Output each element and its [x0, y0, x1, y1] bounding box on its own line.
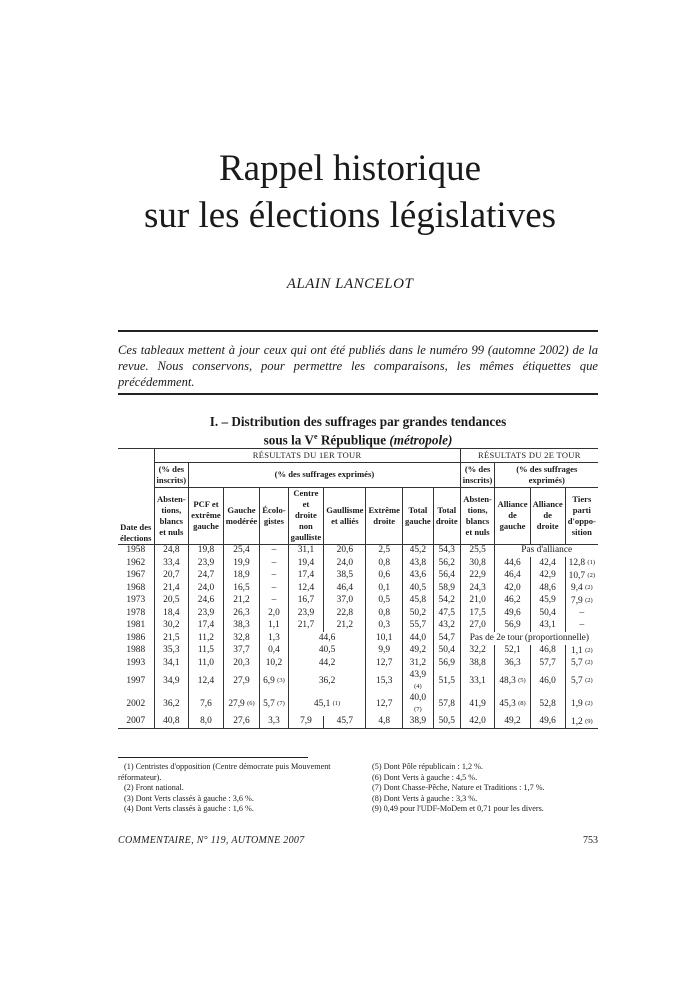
cell — [565, 557, 598, 570]
cell: 35,3 — [154, 645, 189, 658]
cell: 51,5 — [433, 670, 460, 693]
footnote: (9) 0,49 pour l'UDF-MoDem et 0,71 pour les divers. — [372, 804, 544, 813]
col-tiers-parti: Tiers parti d'oppo-sition — [565, 487, 598, 544]
cell: 44,2 — [288, 657, 366, 670]
footnote: (5) Dont Pôle républicain : 1,2 %. — [372, 762, 483, 771]
footnote-ref: (1) — [332, 700, 341, 707]
cell: 1981 — [118, 620, 154, 633]
cell: 50,4 — [433, 645, 460, 658]
cell: 0,1 — [366, 582, 403, 595]
header-exprimes-2: (% des suffrages exprimés) — [495, 462, 598, 487]
cell: 31,1 — [288, 544, 324, 557]
cell-pas-second-tour: Pas de 2e tour (proportionnelle) — [469, 632, 589, 643]
footnotes-right — [372, 762, 598, 815]
cell: 9,9 — [366, 645, 403, 658]
footnote: (2) Front national. — [124, 783, 184, 792]
col-ecologistes: Écolo-gistes — [260, 487, 288, 544]
cell-value: 12,8 — [568, 558, 586, 569]
cell: 1978 — [118, 607, 154, 620]
cell: 11,0 — [189, 657, 224, 670]
table-title-line-1: I. – Distribution des suffrages par grandes tendances — [209, 414, 507, 429]
cell: 43,1 — [530, 620, 565, 633]
cell — [495, 670, 530, 693]
cell: 56,9 — [433, 657, 460, 670]
cell: 11,5 — [189, 645, 224, 658]
cell: 20,7 — [154, 570, 189, 583]
cell: 0,4 — [260, 645, 288, 658]
cell: 40,8 — [154, 716, 189, 729]
cell: 22,9 — [460, 570, 495, 583]
col-alliance-droite: Alliance de droite — [530, 487, 565, 544]
col-gaullisme: Gaullisme et alliés — [324, 487, 366, 544]
cell — [260, 693, 288, 716]
footnote-ref: (7) — [414, 705, 422, 713]
cell: 18,9 — [223, 570, 259, 583]
cell: 1988 — [118, 645, 154, 658]
cell: 55,7 — [402, 620, 433, 633]
article-title — [0, 145, 700, 239]
cell: 25,5 — [460, 544, 495, 557]
cell-value: 40,0 — [409, 692, 427, 703]
cell: 27,9 — [223, 670, 259, 693]
col-alliance-gauche: Alliance de gauche — [495, 487, 530, 544]
cell: 19,4 — [288, 557, 324, 570]
cell: 0,3 — [366, 620, 403, 633]
cell: 2007 — [118, 716, 154, 729]
cell: 1967 — [118, 570, 154, 583]
cell: – — [579, 620, 585, 631]
cell: 36,2 — [154, 693, 189, 716]
bottom-rule — [118, 393, 598, 395]
cell: 8,0 — [189, 716, 224, 729]
table-row — [118, 645, 598, 658]
cell: 52,8 — [530, 693, 565, 716]
title-line-1: Rappel historique — [218, 148, 482, 189]
footnote-ref: (2) — [585, 677, 593, 684]
footnote-ref: (2) — [587, 571, 595, 579]
cell — [565, 716, 598, 729]
cell: 54,7 — [433, 632, 460, 645]
results-table — [118, 448, 598, 729]
cell: 43,8 — [402, 557, 433, 570]
cell — [402, 693, 433, 716]
table-row — [118, 544, 598, 557]
cell: 44,6 — [495, 557, 530, 570]
cell: 41,9 — [460, 693, 495, 716]
cell: 49,6 — [530, 716, 565, 729]
cell: 10,1 — [366, 632, 403, 645]
cell: 34,9 — [154, 670, 189, 693]
cell: 1986 — [118, 632, 154, 645]
cell: 42,0 — [460, 716, 495, 729]
cell: – — [260, 557, 288, 570]
cell — [288, 693, 366, 716]
cell: 0,8 — [366, 557, 403, 570]
cell: 1968 — [118, 582, 154, 595]
col-extreme-droite: Extrême droite — [366, 487, 403, 544]
cell: 1,1 — [260, 620, 288, 633]
cell: 11,2 — [189, 632, 224, 645]
table-row — [118, 716, 598, 729]
cell: 40,5 — [402, 582, 433, 595]
cell: 25,4 — [223, 544, 259, 557]
cell: 43,2 — [433, 620, 460, 633]
cell: 32,8 — [223, 632, 259, 645]
cell: 32,2 — [460, 645, 495, 658]
cell: 38,3 — [223, 620, 259, 633]
cell: 24,0 — [324, 557, 366, 570]
cell: 24,6 — [189, 595, 224, 608]
cell: 0,6 — [366, 570, 403, 583]
header-second-round: RÉSULTATS DU 2E TOUR — [460, 449, 598, 463]
cell: 45,2 — [402, 544, 433, 557]
cell — [565, 595, 598, 608]
cell-value: 1,1 — [571, 645, 583, 656]
cell-value: 5,7 — [571, 676, 583, 686]
cell: 50,2 — [402, 607, 433, 620]
cell: – — [260, 544, 288, 557]
cell: 2,0 — [260, 607, 288, 620]
cell-value: 27,9 — [228, 699, 245, 709]
tt-italic: (métropole) — [389, 432, 453, 448]
footnote-ref: (9) — [585, 717, 593, 725]
cell: 37,7 — [223, 645, 259, 658]
cell: 33,4 — [154, 557, 189, 570]
cell: 17,4 — [288, 570, 324, 583]
cell: 1958 — [118, 544, 154, 557]
cell: 1962 — [118, 557, 154, 570]
cell: 21,4 — [154, 582, 189, 595]
cell: 50,4 — [530, 607, 565, 620]
table-row — [118, 657, 598, 670]
cell: 17,4 — [189, 620, 224, 633]
cell: 20,3 — [223, 657, 259, 670]
cell: 21,7 — [288, 620, 324, 633]
cell-value: 7,9 — [571, 595, 583, 606]
cell: 42,0 — [495, 582, 530, 595]
cell: 3,3 — [260, 716, 288, 729]
col-total-droite: Total droite — [433, 487, 460, 544]
cell: 48,6 — [530, 582, 565, 595]
cell-value: 45,1 — [313, 699, 331, 709]
cell-value: 9,4 — [571, 583, 583, 594]
tt-pre: sous la V — [263, 432, 314, 448]
table-row — [118, 595, 598, 608]
cell: 34,1 — [154, 657, 189, 670]
cell: 7,9 — [288, 716, 324, 729]
col-pcf: PCF et extrême gauche — [189, 487, 224, 544]
cell — [402, 670, 433, 693]
cell — [565, 645, 598, 658]
cell: 45,9 — [530, 595, 565, 608]
cell — [565, 582, 598, 595]
cell: 46,2 — [495, 595, 530, 608]
cell — [565, 570, 598, 583]
cell: 27,0 — [460, 620, 495, 633]
col-centre-droite: Centre et droite non gaulliste — [288, 487, 324, 544]
cell: 22,8 — [324, 607, 366, 620]
cell: – — [260, 570, 288, 583]
author: ALAIN LANCELOT — [286, 276, 414, 292]
page-number: 753 — [583, 835, 598, 846]
cell: 12,4 — [189, 670, 224, 693]
cell: 56,4 — [433, 570, 460, 583]
cell: 20,5 — [154, 595, 189, 608]
cell: 21,5 — [154, 632, 189, 645]
footnote: (7) Dont Chasse-Pêche, Nature et Traditions : 1,7 %. — [372, 783, 545, 792]
cell: 19,9 — [223, 557, 259, 570]
cell-value: 10,7 — [568, 570, 586, 581]
col-abstentions-1: Absten-tions, blancs et nuls — [154, 487, 189, 544]
cell-value: 1,9 — [571, 699, 583, 709]
cell-value: 48,3 — [499, 676, 516, 686]
cell: 7,6 — [189, 693, 224, 716]
top-rule — [118, 330, 598, 332]
cell: 15,3 — [366, 670, 403, 693]
cell: 31,2 — [402, 657, 433, 670]
cell: 23,9 — [189, 557, 224, 570]
header-inscrits-1: (% des inscrits) — [154, 462, 189, 487]
cell: 0,8 — [366, 607, 403, 620]
footnote: (3) Dont Verts classés à gauche : 3,6 %. — [124, 793, 254, 803]
cell: 12,4 — [288, 582, 324, 595]
intro-paragraph: Ces tableaux mettent à jour ceux qui ont été publiés dans le numéro 99 (automne 2002) de la revue. Nous conservons, pour permettre les comparaisons, les mêmes étiquettes que précédemment. — [118, 343, 598, 389]
footnote-ref: (2) — [585, 700, 593, 707]
cell-value: 45,3 — [499, 699, 516, 709]
footnote-ref: (2) — [585, 646, 593, 654]
cell-value: 5,7 — [571, 658, 583, 669]
col-abstentions-2: Absten-tions, blancs et nuls — [460, 487, 495, 544]
cell: 47,5 — [433, 607, 460, 620]
cell: 56,9 — [495, 620, 530, 633]
cell: – — [260, 582, 288, 595]
cell-value: 5,7 — [263, 699, 275, 709]
table-row — [118, 607, 598, 620]
cell: 44,6 — [288, 632, 366, 645]
cell: 4,8 — [366, 716, 403, 729]
cell — [260, 670, 288, 693]
cell: 43,6 — [402, 570, 433, 583]
cell: 26,3 — [223, 607, 259, 620]
cell: 49,2 — [495, 716, 530, 729]
cell: 19,8 — [189, 544, 224, 557]
cell: 54,3 — [433, 544, 460, 557]
cell: 12,7 — [366, 657, 403, 670]
table-row — [118, 582, 598, 595]
footnote-ref: (5) — [518, 677, 526, 684]
cell — [223, 693, 259, 716]
cell: 23,9 — [189, 607, 224, 620]
cell: 24,7 — [189, 570, 224, 583]
footnote: réformateur). — [118, 772, 162, 782]
cell: 57,8 — [433, 693, 460, 716]
footnote: (1) Centristes d'opposition (Centre démocrate puis Mouvement — [124, 762, 331, 771]
footnote-ref: (8) — [518, 700, 526, 707]
cell — [495, 693, 530, 716]
cell: 1,3 — [260, 632, 288, 645]
cell: 46,8 — [530, 645, 565, 658]
cell: 21,2 — [324, 620, 366, 633]
header-exprimes-1: (% des suffrages exprimés) — [189, 462, 461, 487]
footnote-ref: (7) — [277, 700, 285, 707]
cell: – — [579, 607, 585, 618]
footnotes-left — [118, 762, 358, 815]
cell: 44,0 — [402, 632, 433, 645]
cell: 45,8 — [402, 595, 433, 608]
col-gauche-moderee: Gauche modérée — [223, 487, 259, 544]
footnote: (8) Dont Verts à gauche : 3,3 %. — [372, 793, 478, 803]
cell: 52,1 — [495, 645, 530, 658]
cell: 45,7 — [324, 716, 366, 729]
cell: 30,8 — [460, 557, 495, 570]
cell: 2,5 — [366, 544, 403, 557]
table-row — [118, 693, 598, 716]
col-total-gauche: Total gauche — [402, 487, 433, 544]
cell: 33,1 — [460, 670, 495, 693]
table-title-line-2 — [118, 429, 598, 447]
journal-reference: COMMENTAIRE, N° 119, AUTOMNE 2007 — [118, 835, 305, 846]
cell: 49,6 — [495, 607, 530, 620]
footnote-rule — [118, 757, 308, 758]
table-row — [118, 670, 598, 693]
cell: 40,5 — [288, 645, 366, 658]
cell: 12,7 — [366, 693, 403, 716]
cell: 16,7 — [288, 595, 324, 608]
header-first-round: RÉSULTATS DU 1ER TOUR — [154, 449, 460, 463]
cell: 37,0 — [324, 595, 366, 608]
cell: 24,0 — [189, 582, 224, 595]
cell: 21,0 — [460, 595, 495, 608]
cell: 1993 — [118, 657, 154, 670]
cell: 46,0 — [530, 670, 565, 693]
cell: 46,4 — [324, 582, 366, 595]
cell: 23,9 — [288, 607, 324, 620]
cell: 17,5 — [460, 607, 495, 620]
cell: 57,7 — [530, 657, 565, 670]
table-row — [118, 620, 598, 633]
footnote-ref: (1) — [587, 559, 595, 567]
footnote-ref: (2) — [585, 659, 593, 667]
cell: 24,8 — [154, 544, 189, 557]
cell: 18,4 — [154, 607, 189, 620]
cell: 0,5 — [366, 595, 403, 608]
footnote-ref: (2) — [585, 596, 593, 604]
table-title — [118, 414, 598, 447]
cell: – — [260, 595, 288, 608]
cell: 27,6 — [223, 716, 259, 729]
title-line-2: sur les élections législatives — [143, 195, 557, 236]
cell: 56,2 — [433, 557, 460, 570]
footnote-ref: (2) — [585, 584, 593, 592]
cell: 16,5 — [223, 582, 259, 595]
cell — [565, 693, 598, 716]
cell — [565, 657, 598, 670]
footnote: (4) Dont Verts classés à gauche : 1,6 %. — [124, 804, 254, 813]
cell: 49,2 — [402, 645, 433, 658]
cell: 21,2 — [223, 595, 259, 608]
cell-value: 6,9 — [263, 676, 275, 686]
footnote: (6) Dont Verts à gauche : 4,5 %. — [372, 772, 478, 782]
tt-sup: e — [313, 432, 318, 441]
cell: 42,9 — [530, 570, 565, 583]
tt-mid: République — [317, 432, 390, 448]
cell — [565, 670, 598, 693]
cell: 58,9 — [433, 582, 460, 595]
cell: 20,6 — [324, 544, 366, 557]
cell: 50,5 — [433, 716, 460, 729]
cell: 46,4 — [495, 570, 530, 583]
cell: 36,3 — [495, 657, 530, 670]
footnote-ref: (4) — [414, 682, 422, 690]
cell: 30,2 — [154, 620, 189, 633]
cell: 24,3 — [460, 582, 495, 595]
cell: 2002 — [118, 693, 154, 716]
cell-value: 43,9 — [409, 669, 427, 680]
cell: 1973 — [118, 595, 154, 608]
table-row — [118, 632, 598, 645]
header-date: Date des élections — [118, 449, 154, 545]
footnote-ref: (3) — [277, 677, 285, 684]
table-row — [118, 570, 598, 583]
cell-pas-alliance: Pas d'alliance — [521, 545, 573, 556]
cell: 38,5 — [324, 570, 366, 583]
cell: 54,2 — [433, 595, 460, 608]
cell: 42,4 — [530, 557, 565, 570]
table-row — [118, 557, 598, 570]
footnote-ref: (6) — [247, 700, 255, 707]
cell: 10,2 — [260, 657, 288, 670]
cell-value: 1,2 — [571, 716, 583, 727]
cell: 38,8 — [460, 657, 495, 670]
cell: 38,9 — [402, 716, 433, 729]
cell: 36,2 — [288, 670, 366, 693]
cell: 1997 — [118, 670, 154, 693]
header-inscrits-2: (% des inscrits) — [460, 462, 495, 487]
